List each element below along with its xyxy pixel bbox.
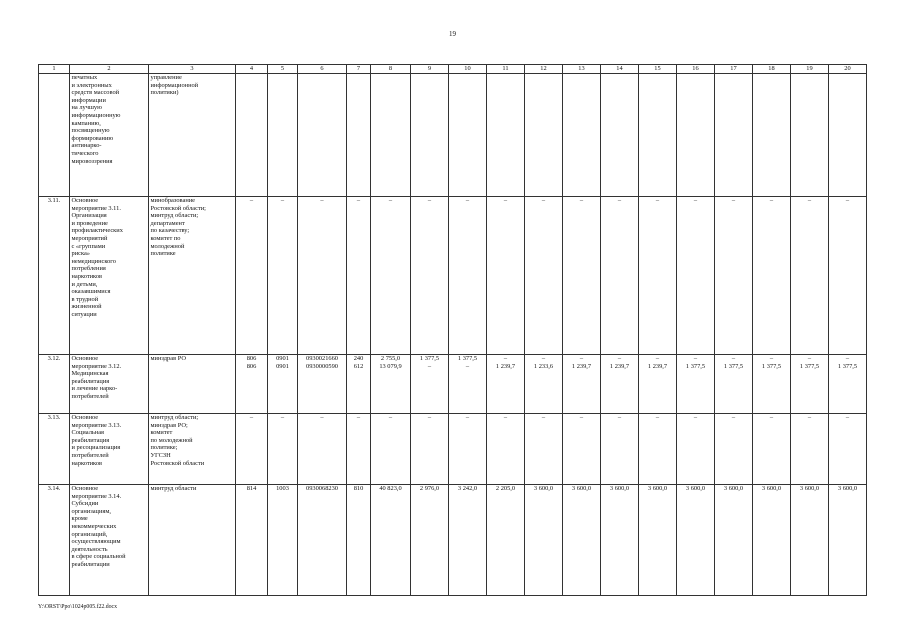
value-cell: – 1 239,7 [563, 355, 601, 414]
value-cell: – [298, 414, 347, 485]
value-cell: – 1 377,5 [791, 355, 829, 414]
column-number: 4 [236, 65, 268, 74]
file-path-footer: Y:\ORST\Ppo\1024p005.f22.docx [38, 604, 118, 610]
value-cell: 1 377,5 – [411, 355, 449, 414]
column-number: 3 [149, 65, 236, 74]
page-number: 19 [449, 30, 456, 38]
value-cell [268, 74, 298, 197]
column-number: 6 [298, 65, 347, 74]
value-cell: 1 377,5 – [449, 355, 487, 414]
value-cell [715, 74, 753, 197]
value-cell [347, 74, 371, 197]
executor: минобразование Ростовской области; минтруд области; департамент по казачеству; комитет по молодежной политике [149, 197, 236, 355]
value-cell [236, 74, 268, 197]
value-cell: 40 823,0 [371, 485, 411, 596]
value-cell: – [639, 414, 677, 485]
value-cell: – [525, 197, 563, 355]
value-cell: – [347, 197, 371, 355]
column-number: 17 [715, 65, 753, 74]
value-cell [829, 74, 867, 197]
executor: минтруд области; минздрав РО; комитет по молодежной политике; УГСЗН Ростовской области [149, 414, 236, 485]
value-cell: – [449, 414, 487, 485]
value-cell [677, 74, 715, 197]
value-cell [601, 74, 639, 197]
table-row [39, 74, 867, 197]
value-cell: 2 755,0 13 079,9 [371, 355, 411, 414]
row-number: 3.13. [39, 414, 70, 485]
value-cell: – [639, 197, 677, 355]
value-cell: – [753, 414, 791, 485]
column-number: 9 [411, 65, 449, 74]
row-number: 3.11. [39, 197, 70, 355]
column-number-row [39, 65, 867, 74]
value-cell: – [829, 414, 867, 485]
column-number: 11 [487, 65, 525, 74]
value-cell: 1003 [268, 485, 298, 596]
activity-name: Основное мероприятие 3.14. Субсидии организациям, кроме некоммерческих организаций, осуществляющим деятельность в сфере социальной реабилитации [70, 485, 149, 596]
value-cell: – [268, 414, 298, 485]
program-table [38, 64, 867, 596]
value-cell: 3 600,0 [525, 485, 563, 596]
value-cell: 2 205,0 [487, 485, 525, 596]
activity-name: Основное мероприятие 3.11. Организация и проведение профилактических мероприятий с «группами риска» немедицинского потребления наркотиков и детьми, оказавшимися в трудной жизненной ситуации [70, 197, 149, 355]
value-cell: – [525, 414, 563, 485]
value-cell: – 1 239,7 [639, 355, 677, 414]
value-cell: – [791, 197, 829, 355]
value-cell: – 1 377,5 [677, 355, 715, 414]
column-number: 10 [449, 65, 487, 74]
value-cell: – [371, 197, 411, 355]
value-cell: – [411, 414, 449, 485]
value-cell [753, 74, 791, 197]
column-number: 18 [753, 65, 791, 74]
activity-name: печатных и электронных средств массовой информации на лучшую информационную кампанию, посвященную формированию антинарко- тического мировоззрения [70, 74, 149, 197]
value-cell [563, 74, 601, 197]
value-cell: 806 806 [236, 355, 268, 414]
column-number: 1 [39, 65, 70, 74]
value-cell [639, 74, 677, 197]
value-cell: 3 600,0 [753, 485, 791, 596]
value-cell: – [563, 414, 601, 485]
value-cell: – [563, 197, 601, 355]
value-cell: – [601, 197, 639, 355]
executor: минтруд области [149, 485, 236, 596]
value-cell [411, 74, 449, 197]
activity-name: Основное мероприятие 3.12. Медицинская реабилитация и лечение нарко- потребителей [70, 355, 149, 414]
value-cell: 3 600,0 [715, 485, 753, 596]
table-row [39, 485, 867, 596]
activity-name: Основное мероприятие 3.13. Социальная реабилитация и ресоциализация потребителей наркотиков [70, 414, 149, 485]
value-cell: – 1 377,5 [829, 355, 867, 414]
value-cell: 3 600,0 [829, 485, 867, 596]
value-cell: – [487, 414, 525, 485]
value-cell: – [371, 414, 411, 485]
value-cell [487, 74, 525, 197]
value-cell: – 1 377,5 [715, 355, 753, 414]
value-cell: – [829, 197, 867, 355]
value-cell: 0930021660 0930000590 [298, 355, 347, 414]
value-cell: 0930068230 [298, 485, 347, 596]
column-number: 13 [563, 65, 601, 74]
column-number: 2 [70, 65, 149, 74]
table-row [39, 414, 867, 485]
value-cell: – [236, 414, 268, 485]
value-cell: – [411, 197, 449, 355]
value-cell: 2 976,0 [411, 485, 449, 596]
value-cell: 3 600,0 [791, 485, 829, 596]
row-number [39, 74, 70, 197]
value-cell: – 1 377,5 [753, 355, 791, 414]
column-number: 20 [829, 65, 867, 74]
value-cell: – [347, 414, 371, 485]
value-cell: – [601, 414, 639, 485]
value-cell: 3 600,0 [677, 485, 715, 596]
value-cell: – [715, 414, 753, 485]
value-cell [791, 74, 829, 197]
value-cell: – [753, 197, 791, 355]
column-number: 8 [371, 65, 411, 74]
value-cell: 810 [347, 485, 371, 596]
executor: минздрав РО [149, 355, 236, 414]
value-cell: – 1 239,7 [601, 355, 639, 414]
value-cell: 0901 0901 [268, 355, 298, 414]
value-cell: – [715, 197, 753, 355]
value-cell: – [677, 414, 715, 485]
value-cell: 3 600,0 [563, 485, 601, 596]
column-number: 5 [268, 65, 298, 74]
executor: управление информационной политики) [149, 74, 236, 197]
value-cell [449, 74, 487, 197]
column-number: 14 [601, 65, 639, 74]
row-number: 3.14. [39, 485, 70, 596]
column-number: 7 [347, 65, 371, 74]
table-row [39, 197, 867, 355]
value-cell: 3 242,0 [449, 485, 487, 596]
value-cell: – [236, 197, 268, 355]
value-cell [371, 74, 411, 197]
value-cell: 240 612 [347, 355, 371, 414]
value-cell: – 1 233,6 [525, 355, 563, 414]
value-cell: – [791, 414, 829, 485]
value-cell: – [487, 197, 525, 355]
value-cell: – 1 239,7 [487, 355, 525, 414]
table-row [39, 355, 867, 414]
value-cell [298, 74, 347, 197]
row-number: 3.12. [39, 355, 70, 414]
value-cell: – [298, 197, 347, 355]
value-cell: 3 600,0 [639, 485, 677, 596]
column-number: 12 [525, 65, 563, 74]
value-cell [525, 74, 563, 197]
value-cell: – [268, 197, 298, 355]
column-number: 19 [791, 65, 829, 74]
value-cell: 3 600,0 [601, 485, 639, 596]
value-cell: 814 [236, 485, 268, 596]
column-number: 16 [677, 65, 715, 74]
value-cell: – [677, 197, 715, 355]
column-number: 15 [639, 65, 677, 74]
value-cell: – [449, 197, 487, 355]
